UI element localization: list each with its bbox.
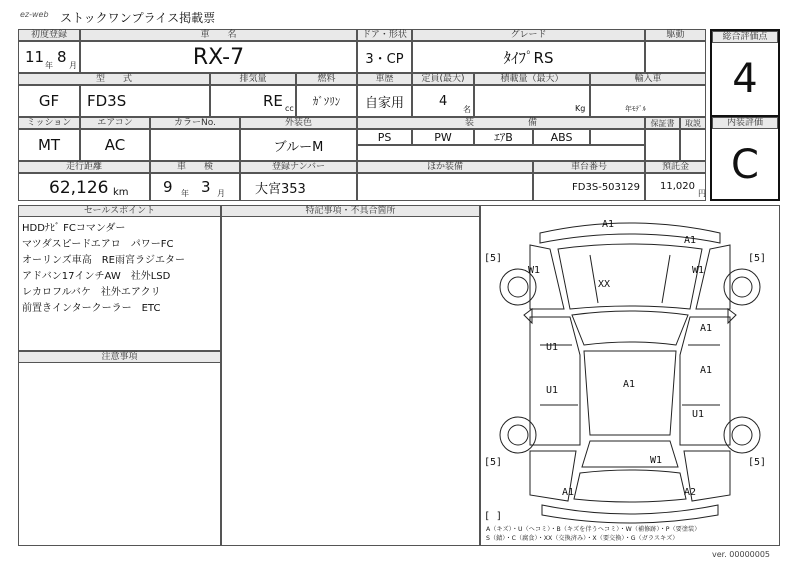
legend-line-2: S（錆）・C（腐食）・XX（交換済み）・X（要交換）・G（ガラスキズ）	[486, 535, 679, 542]
bracket-rl: [5]	[484, 457, 503, 468]
capacity-cell	[412, 85, 474, 117]
deposit-label: 預託金	[645, 161, 706, 173]
chassis: FD3S-503129	[533, 173, 645, 201]
sales-line: レカロフルバケ 社外エアクリ	[22, 287, 161, 298]
reg-label: 初度登録	[18, 29, 80, 41]
sales-line: 前置きインタークーラー ETC	[22, 303, 161, 314]
sales-line: オーリンズ車高 RE雨宮ラジエター	[22, 255, 185, 266]
interior-label: 内装評価	[712, 117, 778, 129]
equip-blank	[590, 129, 645, 145]
equip-label: 装 備	[357, 117, 645, 129]
mark: XX	[598, 279, 611, 290]
mark: A1	[700, 323, 713, 334]
car-diagram	[480, 205, 780, 546]
equip-abs: ABS	[533, 129, 590, 145]
import-cell	[590, 85, 706, 117]
drive-label: 駆動	[645, 29, 706, 41]
mark: W1	[650, 455, 663, 466]
sales-line: アドバン17インチAW 社外LSD	[22, 271, 171, 282]
deposit-unit: 円	[698, 189, 706, 198]
model-a: GF	[18, 85, 80, 117]
reg-month-unit: 月	[69, 61, 77, 70]
special-panel	[221, 205, 480, 546]
notes-label: 注意事項	[18, 351, 221, 363]
reg-cell	[18, 41, 80, 73]
manual-label: 取説	[680, 117, 706, 129]
capacity: 4	[439, 94, 448, 109]
model-label: 型 式	[18, 73, 210, 85]
mark: A2	[684, 487, 697, 498]
mileage-label: 走行距離	[18, 161, 150, 173]
deposit-cell	[645, 173, 706, 201]
load-label: 積載量（最大）	[474, 73, 590, 85]
mark: W1	[692, 265, 705, 276]
warranty-cell	[645, 129, 680, 161]
logo: ez-web	[20, 10, 49, 19]
plate: 大宮353	[240, 173, 357, 201]
mileage-cell	[18, 173, 150, 201]
aircon: AC	[80, 129, 150, 161]
mark: U1	[692, 409, 705, 420]
colorno-cell	[150, 129, 240, 161]
plate-label: 登録ナンバー	[240, 161, 357, 173]
inspection-label: 車 検	[150, 161, 240, 173]
fuel: ｶﾞｿﾘﾝ	[296, 85, 357, 117]
insp-month-unit: 月	[217, 189, 225, 198]
special-label: 特記事項・不具合箇所	[221, 205, 480, 217]
mark: A1	[684, 235, 697, 246]
bracket-extra: [ ]	[484, 511, 503, 522]
bracket-rr: [5]	[748, 457, 767, 468]
sales-line: マツダスピードエアロ パワーFC	[22, 239, 174, 250]
model-b: FD3S	[80, 85, 210, 117]
door-shape: 3・CP	[357, 41, 412, 73]
car-name: RX-7	[80, 41, 357, 73]
bracket-fr: [5]	[748, 253, 767, 264]
capacity-label: 定員(最大)	[412, 73, 474, 85]
disp-label: 排気量	[210, 73, 296, 85]
grade-label: グレード	[412, 29, 645, 41]
sales-label: セールスポイント	[18, 205, 221, 217]
capacity-unit: 名	[463, 105, 471, 114]
equip-ps: PS	[357, 129, 412, 145]
load-unit: Kg	[575, 104, 586, 113]
mark: A1	[623, 379, 636, 390]
history-label: 車歴	[357, 73, 412, 85]
other-equip-cell	[357, 173, 533, 201]
import-label: 輸入車	[590, 73, 706, 85]
fuel-label: 燃料	[296, 73, 357, 85]
inspection-cell	[150, 173, 240, 201]
warranty-label: 保証書	[645, 117, 680, 129]
reg-month: 8	[57, 48, 67, 66]
insp-year-unit: 年	[181, 189, 189, 198]
disp-cell	[210, 85, 296, 117]
chassis-label: 車台番号	[533, 161, 645, 173]
page-title: ストックワンプライス掲載票	[60, 11, 216, 25]
version: ver. 00000005	[712, 550, 771, 559]
mark: A1	[602, 219, 615, 230]
manual-cell	[680, 129, 706, 161]
grade: ﾀｲﾌﾟRS	[412, 41, 645, 73]
bracket-fl: [5]	[484, 253, 503, 264]
deposit: 11,020	[660, 181, 695, 192]
sales-line: HDDﾅﾋﾞ FCコマンダー	[22, 223, 126, 234]
disp: RE	[263, 92, 283, 110]
mission: MT	[18, 129, 80, 161]
total-label: 総合評価点	[712, 31, 778, 43]
insp-year: 9	[163, 178, 173, 196]
load-cell	[474, 85, 590, 117]
sales-lines	[22, 221, 185, 317]
equip-row2	[357, 145, 645, 161]
mark: U1	[546, 385, 559, 396]
model-year: 年ﾓﾃﾞﾙ	[625, 105, 646, 113]
mileage-unit: km	[113, 187, 129, 198]
mission-label: ミッション	[18, 117, 80, 129]
door-label: ドア・形状	[357, 29, 412, 41]
notes-panel	[18, 351, 221, 546]
reg-year: 11	[25, 48, 45, 66]
name-label: 車 名	[80, 29, 357, 41]
reg-year-unit: 年	[45, 61, 53, 70]
aircon-label: エアコン	[80, 117, 150, 129]
mileage: 62,126	[49, 178, 109, 198]
history: 自家用	[357, 85, 412, 117]
mark: W1	[528, 265, 541, 276]
drive-cell	[645, 41, 706, 73]
exterior: ブルーM	[240, 129, 357, 161]
equip-pw: PW	[412, 129, 474, 145]
mark: U1	[546, 342, 559, 353]
other-equip-label: ほか装備	[357, 161, 533, 173]
equip-airbag: ｴｱB	[474, 129, 533, 145]
mark: A1	[700, 365, 713, 376]
colorno-label: カラーNo.	[150, 117, 240, 129]
mark: A1	[562, 487, 575, 498]
insp-month: 3	[201, 178, 211, 196]
exterior-label: 外装色	[240, 117, 357, 129]
interior-score: C	[731, 142, 759, 188]
legend-line-1: A（キズ）・U（ヘコミ）・B（キズを伴うヘコミ）・W（補修跡）・P（要塗装）	[486, 526, 701, 533]
disp-unit: cc	[285, 104, 294, 113]
total-score: 4	[732, 56, 758, 102]
